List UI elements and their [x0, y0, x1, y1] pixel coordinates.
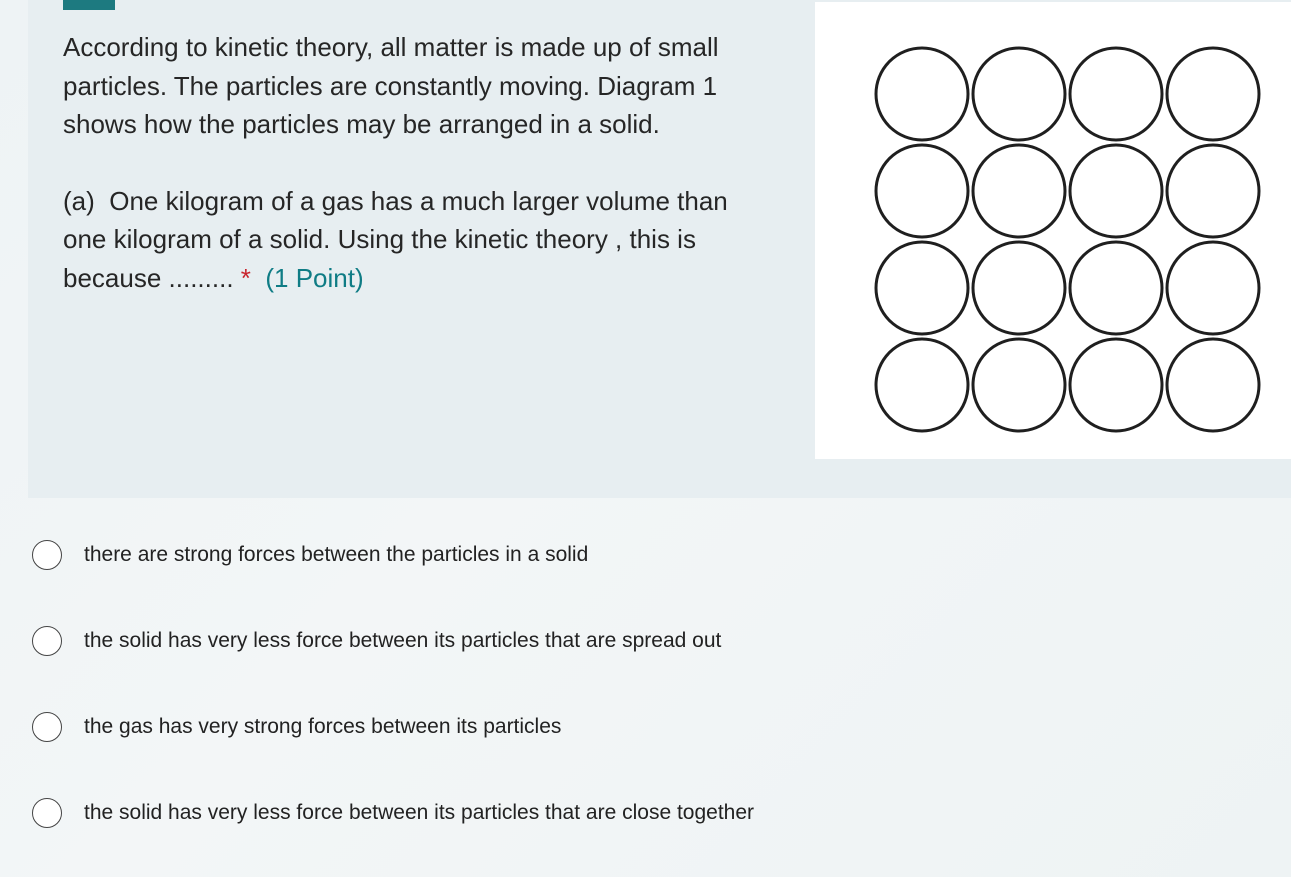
option-1[interactable]: [32, 533, 932, 577]
option-4[interactable]: [32, 791, 932, 835]
particle-circle: [1070, 339, 1162, 431]
question-intro: According to kinetic theory, all matter is made up of small particles. The particles are constantly moving. Diagram 1 shows how the particles may be arranged in a solid.: [63, 32, 719, 139]
particle-circle: [973, 242, 1065, 334]
option-3[interactable]: [32, 705, 932, 749]
question-text: [63, 28, 753, 297]
option-2-label: the solid has very less force between its particles that are spread out: [84, 629, 722, 652]
particle-circle: [973, 48, 1065, 140]
particle-circle: [973, 339, 1065, 431]
option-2[interactable]: [32, 619, 932, 663]
particle-circle: [1070, 242, 1162, 334]
option-1-label: there are strong forces between the particles in a solid: [84, 543, 589, 566]
particle-circle: [1167, 145, 1259, 237]
particle-diagram-svg: [815, 2, 1291, 459]
particle-circle: [1167, 339, 1259, 431]
option-3-radio[interactable]: [32, 712, 62, 742]
points-label: (1 Point): [265, 262, 364, 293]
particle-circle: [1167, 242, 1259, 334]
option-1-radio[interactable]: [32, 540, 62, 570]
particle-circle: [876, 145, 968, 237]
required-marker: *: [240, 262, 251, 293]
particle-circle: [1070, 145, 1162, 237]
particle-circle: [876, 48, 968, 140]
option-4-radio[interactable]: [32, 798, 62, 828]
option-2-radio[interactable]: [32, 626, 62, 656]
particle-circle: [876, 339, 968, 431]
particle-circle: [876, 242, 968, 334]
particle-circle: [973, 145, 1065, 237]
option-3-label: the gas has very strong forces between its particles: [84, 715, 562, 738]
particle-circle: [1167, 48, 1259, 140]
question-part-a-text: (a) One kilogram of a gas has a much larger volume than one kilogram of a solid. Using the kinetic theory , this is because .........: [63, 185, 728, 293]
accent-bar: [63, 0, 115, 10]
question-part-a: [63, 182, 753, 298]
particle-diagram: [815, 2, 1291, 459]
particle-circle: [1070, 48, 1162, 140]
option-4-label: the solid has very less force between its particles that are close together: [84, 801, 755, 824]
